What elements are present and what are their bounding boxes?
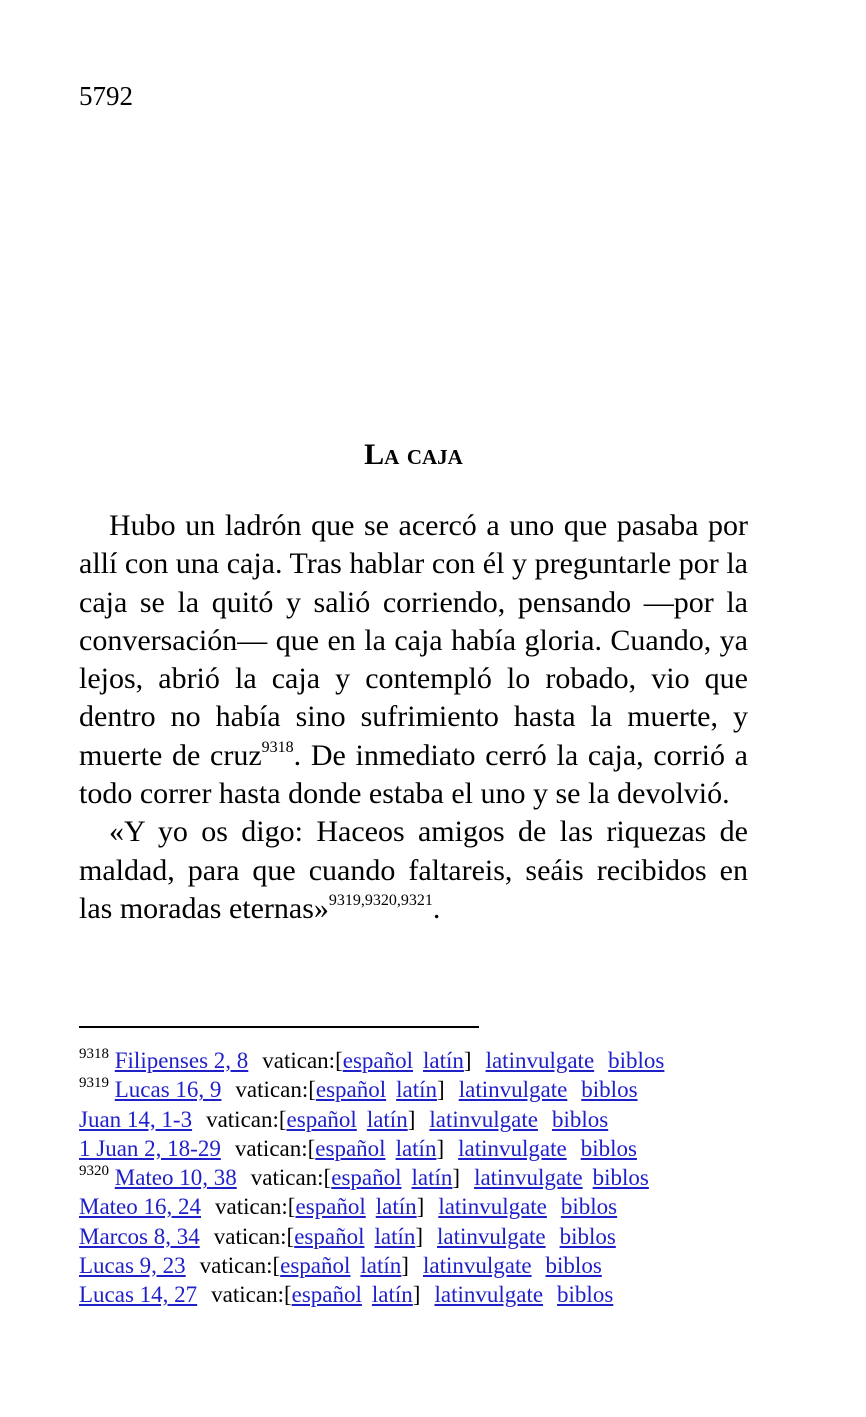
paragraph-2 [79, 813, 748, 928]
bracket-close: ] [407, 1106, 416, 1132]
vatican-label: vatican:[ [199, 1253, 281, 1279]
latinvulgate-link[interactable]: latinvulgate [429, 1106, 538, 1132]
latinvulgate-link[interactable]: latinvulgate [434, 1282, 544, 1308]
footnote-line [79, 1163, 779, 1192]
footnote-line [79, 1222, 779, 1251]
bible-reference-link[interactable]: Lucas 14, 27 [79, 1282, 198, 1308]
footnotes [79, 1046, 779, 1310]
vatican-label: vatican:[ [213, 1223, 295, 1249]
paragraph-text: . De inmediato cerró la caja, corrió a todo correr hasta donde estaba el uno y se la devolvió. [79, 738, 748, 811]
bible-reference-link[interactable]: Mateo 10, 38 [114, 1165, 237, 1191]
latinvulgate-link[interactable]: latinvulgate [438, 1194, 547, 1220]
latinvulgate-link[interactable]: latinvulgate [485, 1048, 595, 1073]
bracket-close: ] [412, 1282, 421, 1308]
bible-reference-link[interactable]: Lucas 16, 9 [114, 1077, 222, 1103]
vatican-label: vatican:[ [215, 1194, 296, 1220]
espanol-link[interactable]: español [331, 1165, 402, 1191]
paragraph-text: «Y yo os digo: Haceos amigos de las riquezas de maldad, para que cuando faltareis, seáis recibidos en las moradas eternas» [79, 815, 748, 925]
biblos-link[interactable]: biblos [592, 1165, 649, 1191]
footnote-line [79, 1046, 779, 1075]
espanol-link[interactable]: español [280, 1253, 351, 1279]
footnote-line [79, 1280, 779, 1309]
biblos-link[interactable]: biblos [608, 1048, 665, 1073]
espanol-link[interactable]: español [291, 1282, 362, 1308]
latin-link[interactable]: latín [375, 1194, 417, 1220]
vatican-label: vatican:[ [250, 1165, 332, 1191]
latinvulgate-link[interactable]: latinvulgate [422, 1253, 532, 1279]
latinvulgate-link[interactable]: latinvulgate [458, 1077, 568, 1103]
espanol-link[interactable]: español [315, 1077, 387, 1103]
espanol-link[interactable]: español [294, 1223, 365, 1249]
bracket-close: ] [452, 1165, 461, 1191]
espanol-link[interactable]: español [295, 1194, 366, 1220]
latin-link[interactable]: latín [374, 1223, 416, 1249]
vatican-label: vatican:[ [206, 1106, 287, 1132]
bracket-close: ] [416, 1194, 425, 1220]
vatican-label: vatican:[ [211, 1282, 292, 1308]
latin-link[interactable]: latín [360, 1253, 402, 1279]
footnote-number: 9318 [79, 1046, 109, 1062]
footnote-line [79, 1105, 779, 1134]
latin-link[interactable]: latín [411, 1165, 453, 1191]
espanol-link[interactable]: español [286, 1106, 357, 1132]
footnote-marker[interactable]: 9319,9320,9321 [328, 891, 433, 909]
bracket-close: ] [437, 1077, 445, 1103]
footnote-number: 9320 [79, 1163, 109, 1180]
paragraph-text: . [432, 891, 441, 925]
section-title: La caja [364, 438, 463, 471]
footnote-marker[interactable]: 9318 [261, 738, 294, 756]
latinvulgate-link[interactable]: latinvulgate [458, 1135, 567, 1161]
bracket-close: ] [401, 1253, 409, 1279]
latin-link[interactable]: latín [371, 1282, 413, 1308]
biblos-link[interactable]: biblos [545, 1253, 602, 1279]
espanol-link[interactable]: español [342, 1048, 414, 1073]
footnote-number: 9319 [79, 1075, 109, 1092]
bible-reference-link[interactable]: Marcos 8, 34 [79, 1223, 200, 1249]
vatican-label: vatican:[ [235, 1077, 316, 1103]
biblos-link[interactable]: biblos [551, 1106, 609, 1132]
bracket-close: ] [436, 1135, 445, 1161]
biblos-link[interactable]: biblos [580, 1135, 637, 1161]
body-text [79, 507, 748, 928]
biblos-link[interactable]: biblos [560, 1194, 618, 1220]
footnote-line [79, 1134, 779, 1163]
biblos-link[interactable]: biblos [581, 1077, 638, 1103]
latin-link[interactable]: latín [396, 1077, 438, 1103]
footnote-line [79, 1251, 779, 1280]
bracket-close: ] [415, 1223, 424, 1249]
latinvulgate-link[interactable]: latinvulgate [474, 1165, 583, 1191]
bible-reference-link[interactable]: Filipenses 2, 8 [114, 1048, 249, 1073]
vatican-label: vatican:[ [234, 1135, 316, 1161]
latin-link[interactable]: latín [395, 1135, 437, 1161]
latin-link[interactable]: latín [366, 1106, 408, 1132]
bible-reference-link[interactable]: Juan 14, 1-3 [79, 1106, 193, 1132]
biblos-link[interactable]: biblos [557, 1282, 614, 1308]
footnote-line [79, 1192, 779, 1221]
latinvulgate-link[interactable]: latinvulgate [437, 1223, 546, 1249]
page-number: 5792 [79, 81, 133, 111]
vatican-label: vatican:[ [262, 1048, 343, 1073]
bible-reference-link[interactable]: 1 Juan 2, 18-29 [79, 1135, 221, 1161]
bible-reference-link[interactable]: Lucas 9, 23 [79, 1253, 186, 1279]
paragraph-1 [79, 507, 748, 813]
latin-link[interactable]: latín [423, 1048, 464, 1073]
espanol-link[interactable]: español [315, 1135, 386, 1161]
bracket-close: ] [463, 1048, 472, 1073]
footnote-divider [79, 1026, 479, 1028]
bible-reference-link[interactable]: Mateo 16, 24 [79, 1194, 202, 1220]
paragraph-text: Hubo un ladrón que se acercó a uno que pasaba por allí con una caja. Tras hablar con él y preguntarle por la caja se la quitó y salió corriendo, pensando —por la conversación— que en la caja había gloria. Cuando, ya lejos, abrió la caja y contempló lo robado, vio que dentro no había sino sufrimiento hasta la muerte, y muerte de cruz [79, 509, 748, 772]
biblos-link[interactable]: biblos [559, 1223, 616, 1249]
footnote-line [79, 1075, 779, 1104]
